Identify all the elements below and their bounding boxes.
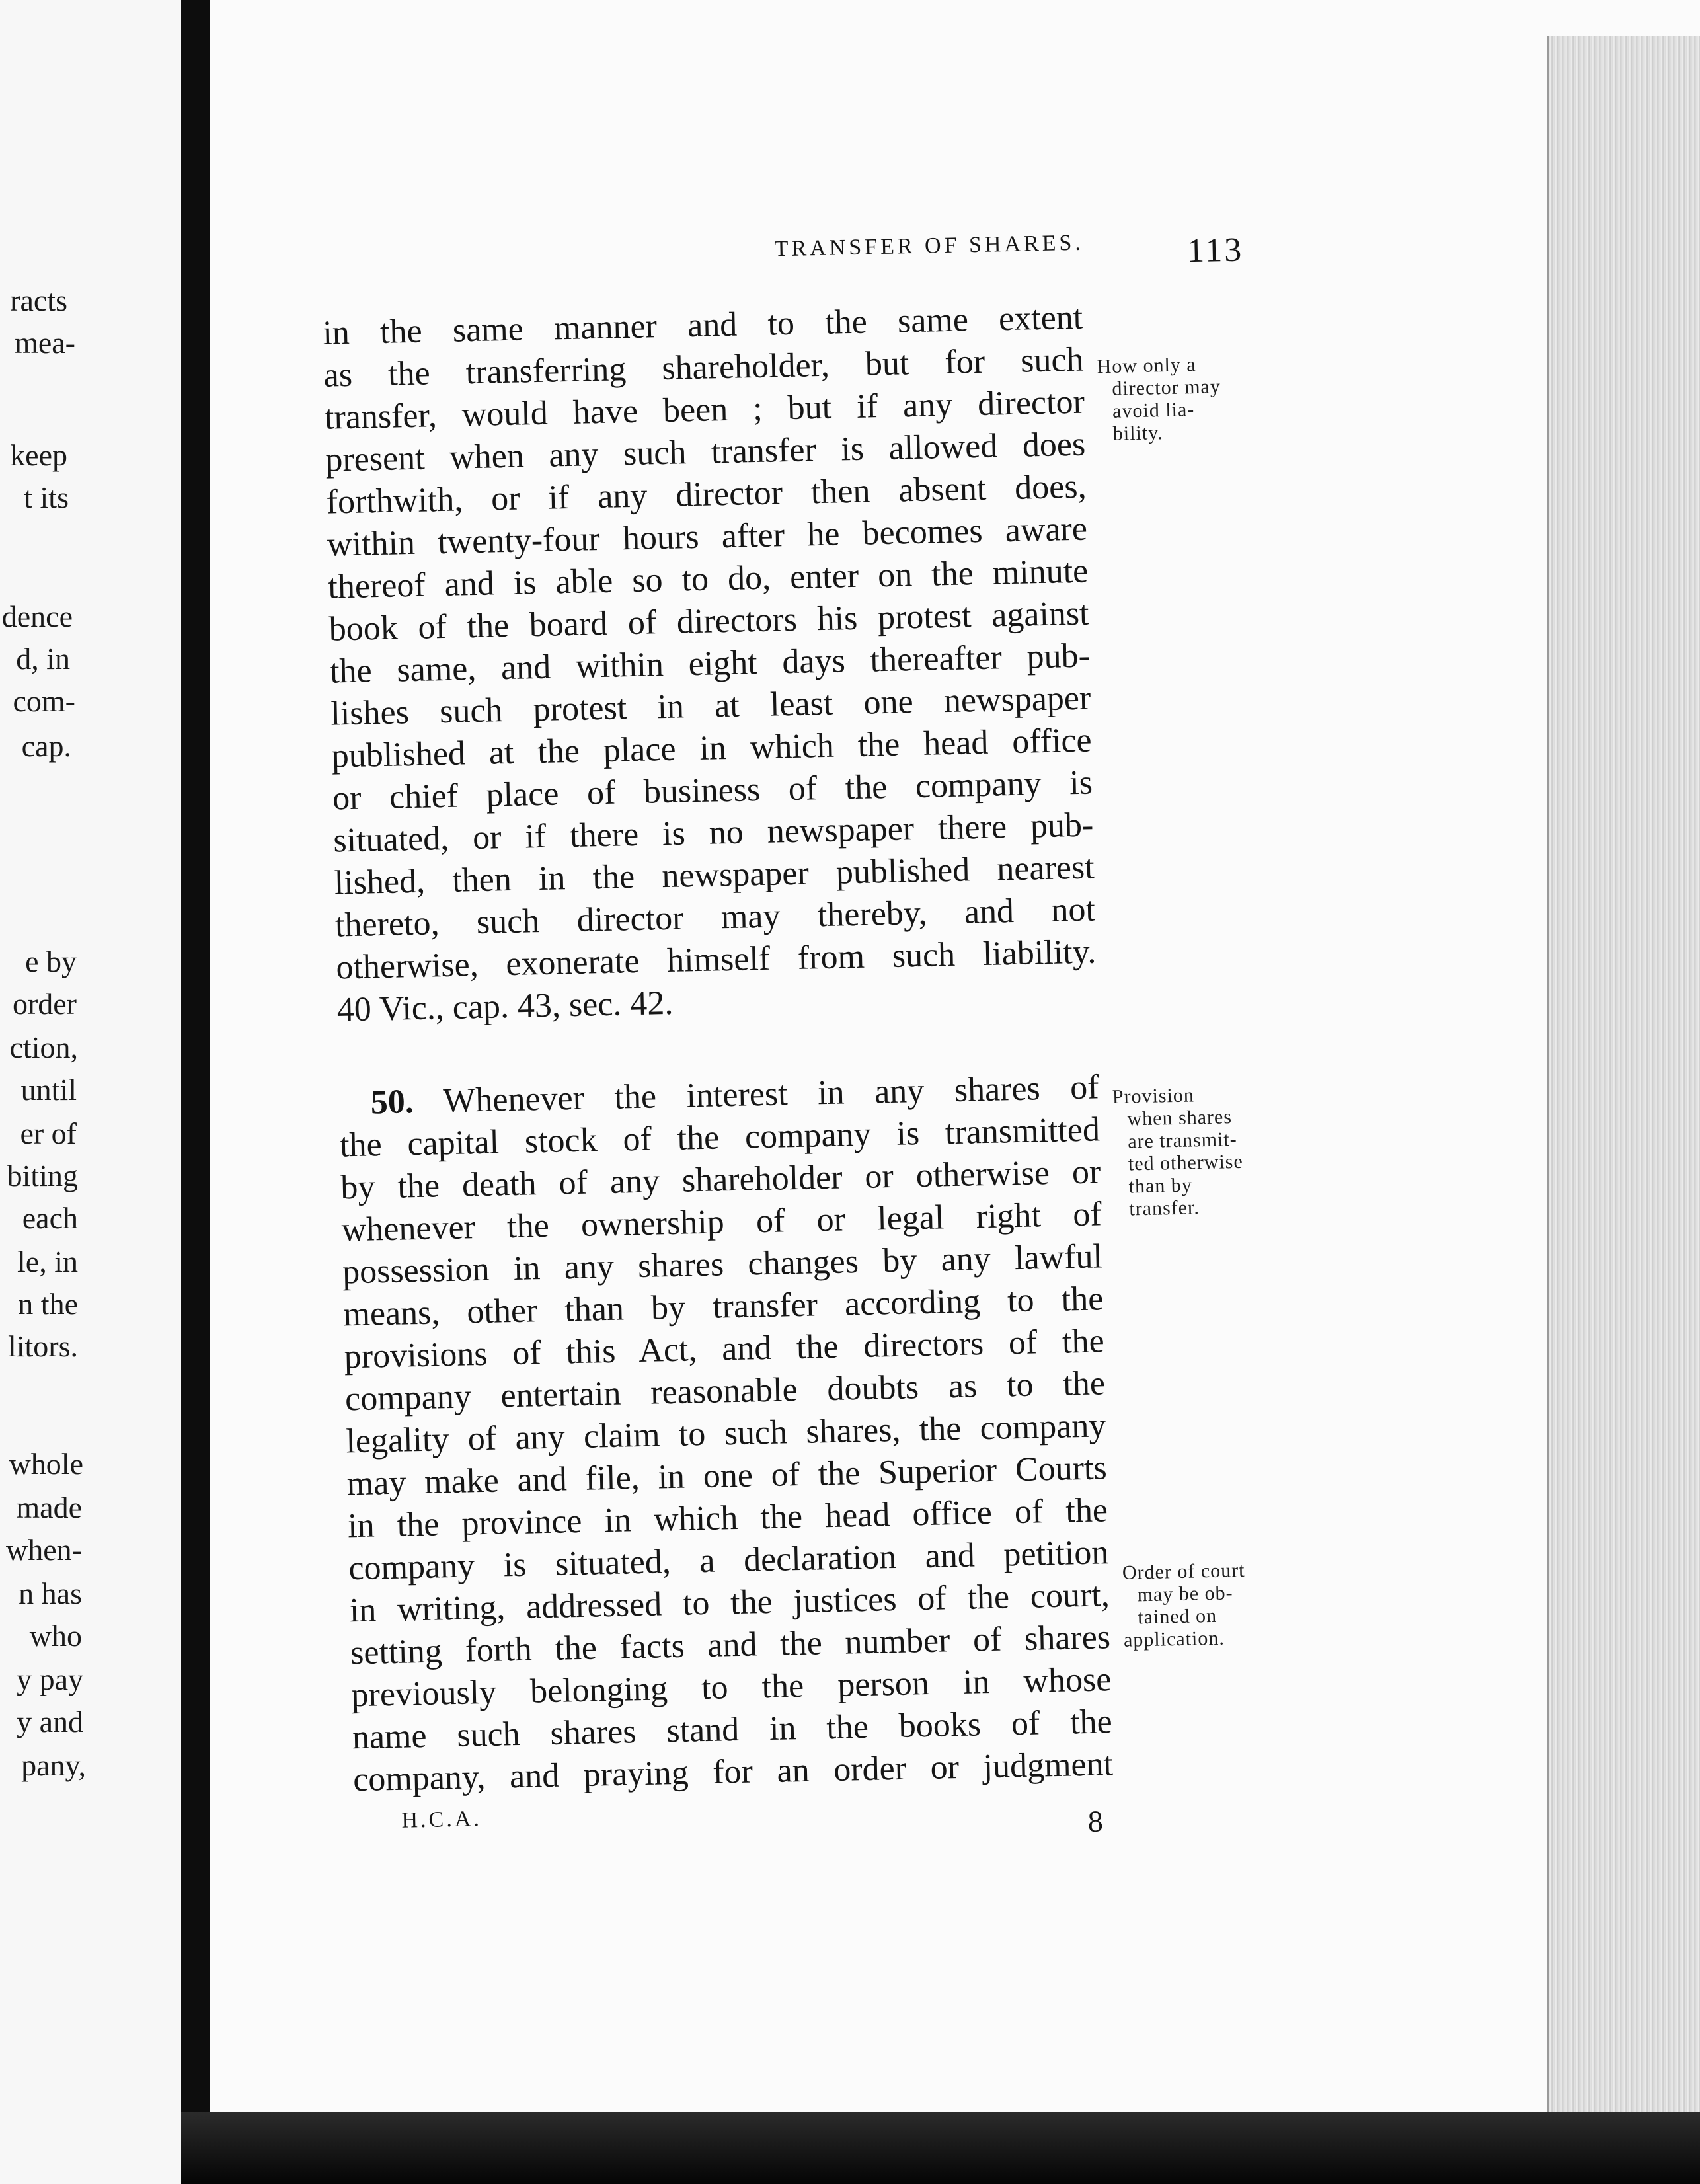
text-line: lished, then in the newspaper published nearest [334,848,1095,902]
section-first-text: Whenever the interest in any shares of [442,1068,1100,1120]
text-line: within twenty-four hours after he becomes aware [327,510,1088,564]
left-page [0,0,181,2184]
text-line: book of the board of directors his protest against [328,594,1090,648]
text-line: as the transferring shareholder, but for such [323,340,1085,395]
text-line: otherwise, exonerate himself from such liability. [335,933,1097,987]
running-head: TRANSFER OF SHARES. [774,230,1085,262]
bottom-shadow [181,2112,1700,2184]
left-fragment: dence [1,600,73,633]
text-line: transfer, would have been ; but if any director [324,383,1085,437]
text-line: may make and file, in one of the Superior Courts [346,1449,1108,1503]
text-line: the capital stock of the company is transmitted [339,1111,1101,1165]
left-fragment: n has [19,1577,82,1610]
left-fragment: made [16,1491,82,1524]
text-line: thereto, such director may thereby, and not [334,890,1096,945]
left-fragment: e by [25,945,77,978]
left-fragment: n the [18,1287,78,1321]
left-fragment: pany, [21,1748,86,1782]
text-line: by the death of any shareholder or otherwise or [340,1153,1101,1207]
text-line: situated, or if there is no newspaper there pub- [332,806,1094,860]
left-fragment: le, in [17,1245,78,1278]
sheet-number: 8 [1087,1804,1104,1838]
text-line: company, and praying for an order or judgment [352,1745,1114,1799]
left-fragment: when- [6,1533,82,1567]
left-fragment: who [29,1619,82,1653]
left-fragment: order [12,987,77,1021]
text-line: setting forth the facts and the number of shares [350,1618,1111,1672]
signature-mark: H.C.A. [401,1807,483,1833]
page-number: 113 [1186,231,1244,270]
left-fragment: mea- [15,326,75,360]
text-line: possession in any shares changes by any lawful [342,1237,1103,1292]
continuation-paragraph [323,297,1098,1032]
text-line: name such shares stand in the books of the [352,1703,1113,1757]
text-line: company entertain reasonable doubts as to the [344,1364,1106,1419]
left-fragment: d, in [16,642,70,676]
margin-note-court-order: Order of court may be ob- tained on application. [1122,1559,1245,1651]
left-fragment: cap. [21,729,71,763]
right-page-content [210,0,1590,2125]
left-fragment: litors. [7,1329,78,1363]
text-line: legality of any claim to such shares, the company [345,1407,1106,1461]
left-fragment: racts [10,284,67,317]
text-line: means, other than by transfer according to the [342,1280,1104,1334]
citation-line: 40 Vic., cap. 43, sec. 42. [336,984,674,1029]
left-fragment: y and [17,1705,83,1738]
text-line: previously belonging to the person in whose [350,1660,1112,1715]
left-fragment: each [22,1201,78,1235]
text-line: in writing, addressed to the justices of the court, [349,1576,1110,1630]
left-fragment: y pay [17,1662,83,1696]
text-line: whenever the ownership of or legal right of [341,1195,1102,1249]
text-line: in the same manner and to the same extent [322,298,1083,352]
text-line: published at the place in which the head office [331,721,1093,775]
left-fragment: er of [20,1116,77,1150]
left-fragment: keep [10,438,67,472]
left-fragment: until [20,1073,77,1107]
left-page-text [0,0,181,2184]
text-line: or chief place of business of the company is [332,763,1093,818]
section-number: 50. [370,1083,414,1122]
margin-note-director-liability: How only a director may avoid lia- bility. [1097,354,1221,445]
text-line: in the province in which the head office of the [347,1491,1108,1545]
text-line: company is situated, a declaration and petition [348,1534,1109,1588]
book-gutter [181,0,210,2184]
left-fragment: com- [13,684,75,718]
section-50-paragraph [338,1066,1114,1801]
text-line: provisions of this Act, and the directors of the [344,1322,1105,1376]
margin-note-transmission: Provision when shares are transmit- ted otherwise than by transfer. [1112,1084,1244,1220]
left-fragment: ction, [9,1031,78,1064]
text-line: thereof and is able so to do, enter on the minute [327,552,1089,606]
text-line: present when any such transfer is allowed does [325,425,1086,479]
text-line: forthwith, or if any director then absent does, [326,467,1087,522]
left-fragment: biting [7,1159,78,1192]
text-line: lishes such protest in at least one newspaper [330,679,1091,733]
text-line: the same, and within eight days thereafter pub- [329,637,1091,691]
left-fragment: whole [9,1447,83,1481]
left-fragment: t its [24,481,69,514]
